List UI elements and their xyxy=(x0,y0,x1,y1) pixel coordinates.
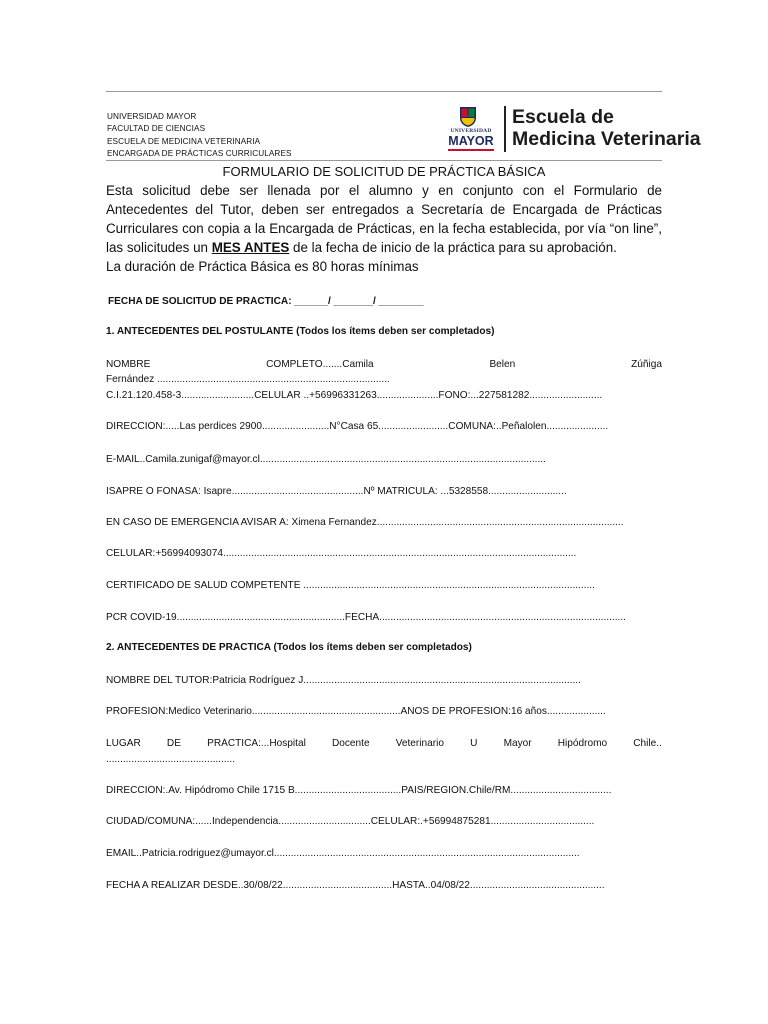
form-title: FORMULARIO DE SOLICITUD DE PRÁCTICA BÁSICA xyxy=(222,164,546,179)
name-word: COMPLETO.......Camila xyxy=(266,359,374,370)
emergency-contact-field[interactable]: EN CASO DE EMERGENCIA AVISAR A: Ximena Fernandez........................................................................................ xyxy=(106,517,624,528)
place-word: PRÁCTICA:...Hospital xyxy=(207,738,306,749)
isapre-field[interactable]: ISAPRE O FONASA: Isapre...............................................Nº MATRICULA: ...5328558............................ xyxy=(106,486,567,497)
logo-university-small: UNIVERSIDAD xyxy=(450,128,492,134)
logo-school-name xyxy=(512,106,701,150)
practice-address-field[interactable]: DIRECCIÓN:.Av. Hipódromo Chile 1715 B......................................PAÍS/REGIÓN.Chile/RM.................................... xyxy=(106,785,612,796)
profession-field[interactable]: PROFESIÓN:Medico Veterinario.....................................................AÑOS DE PROFESIÓN:16 años..................... xyxy=(106,706,606,717)
place-word: Docente xyxy=(331,738,370,749)
name-word: Zúñiga xyxy=(631,359,662,370)
institution-line: FACULTAD DE CIENCIAS xyxy=(107,124,206,134)
section1-title: 1. ANTECEDENTES DEL POSTULANTE (Todos los ítems deben ser completados) xyxy=(106,326,495,337)
section2-title xyxy=(106,642,662,653)
tutor-name-field[interactable]: NOMBRE DEL TUTOR:Patricia Rodríguez J................................................................................................... xyxy=(106,675,581,686)
request-date-field[interactable]: FECHA DE SOLICITUD DE PRÁCTICA: ______/ _______/ ________ xyxy=(108,296,424,307)
address-field[interactable]: DIRECCIÓN:.....Las perdices 2900........................N°Casa 65.........................COMUNA:..Peñalolen...................... xyxy=(106,421,609,432)
school-logo xyxy=(446,106,701,154)
logo-underline-icon xyxy=(448,149,494,151)
logo-separator xyxy=(504,106,506,152)
logo-university-big: MAYOR xyxy=(448,134,494,148)
institution-line: UNIVERSIDAD MAYOR xyxy=(107,112,197,121)
section2-title-text: . ANTECEDENTES DE PRÁCTICA (Todos los ítems deben ser completados) xyxy=(111,642,472,653)
tutor-email-field[interactable]: EMAIL..Patricia.rodriguez@umayor.cl............................................................................................................. xyxy=(106,848,580,859)
name-word: Belen xyxy=(489,359,516,370)
place-word: Chile.. xyxy=(633,738,662,749)
institution-line: ESCUELA DE MEDICINA VETERINARIA xyxy=(107,136,261,146)
place-word: LUGAR xyxy=(106,738,141,749)
intro-paragraph xyxy=(106,181,662,276)
pcr-covid-field[interactable]: PCR COVID-19............................................................FECHA........................................................................................ xyxy=(106,612,626,623)
practice-place-field[interactable] xyxy=(106,738,662,749)
email-field[interactable]: E-MAIL..Camila.zunigaf@mayor.cl...................................................................................................... xyxy=(106,454,546,465)
place-word: Mayor xyxy=(503,738,532,749)
name-word: NOMBRE xyxy=(106,359,151,370)
emergency-cell-field[interactable]: CELULAR:+56994093074.............................................................................................................................. xyxy=(106,548,577,559)
header-rule xyxy=(106,160,662,161)
place-word: U xyxy=(470,738,478,749)
health-certificate-field[interactable]: CERTIFICADO DE SALUD COMPETENTE ........................................................................................................ xyxy=(106,580,595,591)
university-crest-icon xyxy=(458,106,478,128)
practice-place-field-cont[interactable]: .............................................. xyxy=(106,754,236,765)
full-name-field[interactable] xyxy=(106,359,662,370)
logo-school-line1: Escuela de xyxy=(512,106,614,128)
intro-duration: La duración de Práctica Básica es 80 horas mínimas xyxy=(106,259,419,274)
intro-emphasis: MES ANTES xyxy=(211,240,290,255)
id-phone-field[interactable]: C.I.21.120.458-3..........................CELULAR ..+56996331263......................FONO:...227581282.......................... xyxy=(106,390,603,401)
place-word: DE xyxy=(166,738,181,749)
institution-line: ENCARGADA DE PRÁCTICAS CURRICULARES xyxy=(107,149,292,159)
institution-block xyxy=(107,111,292,161)
practice-dates-field[interactable]: FECHA A REALIZAR DESDE..30/08/22.......................................HASTA..04/08/22................................................ xyxy=(106,880,605,891)
logo-school-line2: Medicina Veterinaria xyxy=(512,128,701,150)
intro-text-cont: de la fecha de inicio de la práctica para su aprobación. xyxy=(289,240,617,255)
place-word: Hipódromo xyxy=(557,738,608,749)
city-cell-field[interactable]: CIUDAD/COMUNA:......Independencia.................................CELULAR:.+56994875281..................................... xyxy=(106,816,595,827)
place-word: Veterinario xyxy=(395,738,444,749)
intro-text: Esta solicitud debe ser llenada por el alumno y en conjunto con el Formulario de Antecedentes del Tutor, deben ser entregados a Secretaría de Encargada de Prácticas Curriculares con copia a la Encargada de Prácticas, en la fecha establecida, por vía “on line”, las solicitudes un xyxy=(106,183,662,255)
top-rule xyxy=(106,91,662,92)
full-name-field-cont[interactable]: Fernández ................................................................................... xyxy=(106,374,390,385)
section2-number: 2 xyxy=(106,642,112,653)
